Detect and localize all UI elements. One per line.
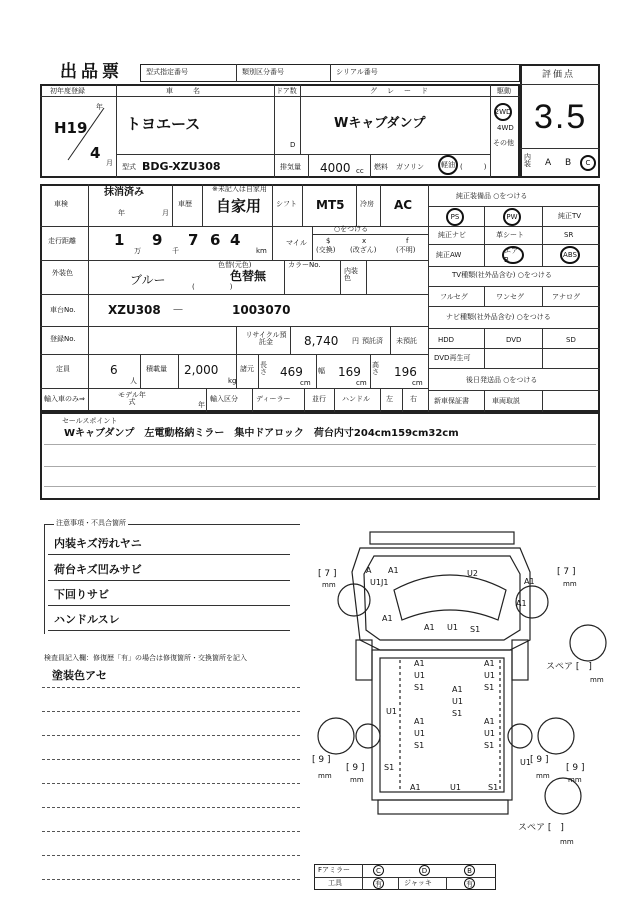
shift-label: シフト xyxy=(276,200,297,208)
mileage-digit-1: 1 xyxy=(114,231,125,249)
notes-label: 注意事項・不具合箇所 xyxy=(56,519,126,527)
navi-dvd: DVD xyxy=(506,336,522,344)
damage-mark: A1 xyxy=(410,783,421,792)
mileage-digit-4: 6 xyxy=(210,231,221,249)
deposited: 預託済 xyxy=(362,337,383,345)
damage-mark: A1 xyxy=(414,659,425,668)
damage-mark: U1 xyxy=(452,697,463,706)
damage-mark: A1 xyxy=(484,659,495,668)
interior-color-label: 内装色 xyxy=(344,267,358,282)
shaken-value: 抹消済み xyxy=(104,187,144,198)
divider xyxy=(366,260,367,294)
divider xyxy=(116,154,490,155)
divider xyxy=(42,759,300,760)
divider xyxy=(236,354,237,388)
divider xyxy=(490,84,491,178)
doors-label: ドア数 xyxy=(276,87,297,95)
tire-fr-unit: mm xyxy=(563,580,577,588)
divider xyxy=(44,444,596,445)
damage-mark: A1 xyxy=(516,599,527,608)
not-deposited: 未預託 xyxy=(396,337,417,345)
height-label: 高さ xyxy=(372,361,379,376)
slash-divider xyxy=(64,104,108,164)
first-reg-year: H19 xyxy=(54,119,88,137)
divider xyxy=(272,184,273,226)
damage-mark: U1 xyxy=(414,671,425,680)
load-label: 積載量 xyxy=(146,365,167,373)
divider xyxy=(308,154,309,178)
repaint-value: 色替無 xyxy=(230,269,267,283)
divider xyxy=(428,244,600,245)
rear-right-outer-wheel xyxy=(538,718,574,754)
inspector-line-1: 塗装色アセ xyxy=(52,669,107,682)
width-value: 169 xyxy=(338,365,361,379)
divider xyxy=(330,64,331,82)
divider xyxy=(484,390,485,412)
model-value: BDG-XZU308 xyxy=(142,160,221,173)
page-title: 出品票 xyxy=(60,62,123,82)
name-label: 車名 xyxy=(166,87,220,95)
abs-circle: ABS xyxy=(560,246,580,264)
divider xyxy=(236,326,237,354)
spare-2-label: スペア [ ] xyxy=(518,823,564,833)
interior-a: A xyxy=(545,158,552,168)
divider xyxy=(48,605,290,606)
length-value: 469 xyxy=(280,365,303,379)
note-line-3: 下回りサビ xyxy=(54,588,109,601)
mileage-label: 走行距離 xyxy=(48,237,76,245)
spare-1-label: スペア [ ] xyxy=(546,662,592,672)
height-value: 196 xyxy=(394,365,417,379)
spare-1-unit: mm xyxy=(590,676,604,684)
divider xyxy=(284,260,285,294)
damage-mark: S1 xyxy=(452,709,463,718)
swap-mark: $ xyxy=(326,237,331,245)
color-no-label: カラーNo. xyxy=(288,261,321,269)
color-value: ブルー xyxy=(130,273,166,287)
interior-b: B xyxy=(565,158,572,168)
door-letter: D xyxy=(290,141,296,149)
serial-label: シリアル番号 xyxy=(336,68,378,76)
divider xyxy=(178,354,179,388)
damage-mark: A1 xyxy=(388,566,399,575)
damage-mark: A1 xyxy=(484,717,495,726)
divider xyxy=(42,711,300,712)
history-label: 車歴 xyxy=(178,200,192,208)
chassis-prefix: XZU308 xyxy=(108,303,161,317)
displacement-value: 4000 xyxy=(320,161,351,175)
tire-rr2-unit: mm xyxy=(568,776,582,784)
divider xyxy=(40,96,520,97)
tools-label: 工具 xyxy=(328,879,342,887)
divider xyxy=(484,206,485,266)
divider xyxy=(300,84,301,154)
divider xyxy=(428,348,600,349)
inspector-label: 検査員記入欄：修復歴「有」の場合は修復箇所・交換箇所を記入 xyxy=(44,654,247,662)
chassis-number: 1003070 xyxy=(232,303,291,317)
divider xyxy=(380,388,381,412)
type-cert-label: 型式指定番号 xyxy=(146,68,188,76)
damage-mark: A1 xyxy=(452,685,463,694)
import-label: 輸入車のみ⇒ xyxy=(44,395,85,403)
import-class: 輸入区分 xyxy=(210,395,238,403)
damage-mark: A1 xyxy=(414,717,425,726)
fuel-gas: ガソリン xyxy=(396,163,424,171)
history-value: 自家用 xyxy=(216,197,262,215)
tire-rl2-label: [ 9 ] xyxy=(346,763,365,773)
tire-rr-unit: mm xyxy=(536,772,550,780)
divider xyxy=(428,306,600,307)
rear-left-inner-wheel xyxy=(356,724,380,748)
divider xyxy=(520,148,600,149)
divider xyxy=(40,226,428,227)
tamper-mark: x xyxy=(362,237,367,245)
divider xyxy=(428,328,600,329)
divider xyxy=(428,226,600,227)
handle-label: ハンドル xyxy=(342,395,370,403)
shaken-year: 年 xyxy=(118,209,125,217)
ac-value: AC xyxy=(394,198,413,212)
dealer: ディーラー xyxy=(256,395,291,403)
damage-mark: U1 xyxy=(447,623,458,632)
length-label: 長さ xyxy=(260,361,267,376)
after-ship-label: 後日発送品 ○をつける xyxy=(466,376,538,384)
load-value: 2,000 xyxy=(184,363,219,377)
pw-circle: PW xyxy=(503,208,521,226)
jack-circle: 有 xyxy=(466,879,473,888)
handle-left: 左 xyxy=(386,395,393,403)
mirror-circle-2: D xyxy=(419,865,430,876)
divider xyxy=(428,266,600,267)
fuel-diesel-circle: 軽油 xyxy=(438,155,458,175)
mileage-digit-2: 9 xyxy=(152,231,163,249)
eval-score: 3.5 xyxy=(534,98,588,136)
divider xyxy=(290,326,291,354)
damage-mark: U1 xyxy=(520,758,531,767)
airbag-circle: エアB xyxy=(502,246,524,264)
divider xyxy=(484,286,485,306)
divider xyxy=(42,807,300,808)
divider xyxy=(302,184,303,226)
kg-unit: kg xyxy=(228,377,237,385)
divider xyxy=(42,855,300,856)
divider xyxy=(48,580,290,581)
color-label: 外装色 xyxy=(52,269,73,277)
class-label: 類別区分番号 xyxy=(242,68,284,76)
mirror-circle-1: C xyxy=(373,865,384,876)
divider xyxy=(340,260,341,294)
first-reg-month: 4 xyxy=(90,144,101,162)
divider xyxy=(370,154,371,178)
fuel-paren: ( ) xyxy=(460,163,487,171)
displacement-unit: cc xyxy=(356,167,364,175)
width-unit: cm xyxy=(356,379,367,387)
damage-mark: U1 xyxy=(386,707,397,716)
cab-roof-outline xyxy=(370,532,514,544)
man-unit: 万 xyxy=(134,247,141,255)
month-unit: 月 xyxy=(106,159,113,167)
repaint-label: 色替(元色) xyxy=(218,261,252,269)
reg-label: 登録No. xyxy=(50,335,76,343)
divider xyxy=(258,354,259,388)
divider xyxy=(44,466,596,467)
truck-diagram xyxy=(300,520,620,850)
ac-label: 冷房 xyxy=(360,200,374,208)
damage-mark: A xyxy=(366,566,372,575)
divider xyxy=(356,184,357,226)
damage-mark: S1 xyxy=(488,783,499,792)
tire-fl-unit: mm xyxy=(322,581,336,589)
parallel: 並行 xyxy=(312,395,326,403)
mirror-circle-3: B xyxy=(464,865,475,876)
divider xyxy=(402,388,403,412)
height-unit: cm xyxy=(412,379,423,387)
drive-2wd-circle: 2WD xyxy=(494,103,512,121)
damage-mark: S1 xyxy=(414,741,425,750)
divider xyxy=(312,226,313,260)
sunroof: SR xyxy=(564,231,574,239)
navi-sd: SD xyxy=(566,336,576,344)
divider xyxy=(42,783,300,784)
divider xyxy=(274,154,275,178)
circle-note: ○をつける xyxy=(334,225,369,233)
person-unit: 人 xyxy=(130,377,137,385)
damage-mark: U1 xyxy=(450,783,461,792)
divider xyxy=(48,554,290,555)
divider xyxy=(390,326,391,354)
divider xyxy=(172,184,173,226)
new-warranty: 新車保証書 xyxy=(434,397,469,405)
damage-mark: A1 xyxy=(424,623,435,632)
unknown-label: (不明) xyxy=(396,246,416,254)
sen-unit: 千 xyxy=(172,247,179,255)
damage-mark: S1 xyxy=(384,763,395,772)
damage-mark: S1 xyxy=(484,683,495,692)
model-year-label: モデル年式 xyxy=(118,391,146,406)
analog: アナログ xyxy=(552,293,580,301)
year-unit: 年 xyxy=(96,103,103,111)
divider xyxy=(206,388,207,412)
first-reg-label: 初年度登録 xyxy=(50,87,85,95)
tire-rr-label: [ 9 ] xyxy=(530,755,549,765)
mileage-digit-3: 7 xyxy=(188,231,199,249)
genuine-navi: 純正ナビ xyxy=(438,231,466,239)
model-year-unit: 年 xyxy=(198,401,205,409)
divider xyxy=(42,879,300,880)
grade-value: Wキャブダンプ xyxy=(334,116,426,131)
vehicle-name: トヨエース xyxy=(126,115,201,133)
tire-rr2-label: [ 9 ] xyxy=(566,763,585,773)
length-unit: cm xyxy=(300,379,311,387)
tire-rl-label: [ 9 ] xyxy=(312,755,331,765)
divider xyxy=(542,206,543,266)
genuine-tv: 純正TV xyxy=(558,212,582,220)
divider xyxy=(380,184,381,226)
divider xyxy=(252,388,253,412)
tv-type-label: TV種類(社外品含む) ○をつける xyxy=(452,271,552,279)
note-line-2: 荷台キズ凹みサビ xyxy=(54,563,142,576)
shift-value: MT5 xyxy=(316,198,345,212)
handle-right: 右 xyxy=(410,395,417,403)
sales-text: Wキャブダンプ 左電動格納ミラー 集中ドアロック 荷台内寸204cm159cm32cm xyxy=(64,428,459,439)
divider xyxy=(42,735,300,736)
tire-rl2-unit: mm xyxy=(350,776,364,784)
divider xyxy=(40,294,428,295)
recycle-label: リサイクル預託金 xyxy=(245,331,287,346)
navi-type-label: ナビ種類(社外品含む) ○をつける xyxy=(446,313,551,321)
history-note: ※未記入は自家用 xyxy=(212,185,267,193)
capacity-label: 定員 xyxy=(56,365,70,373)
divider xyxy=(520,84,600,85)
damage-mark: U1 xyxy=(484,729,495,738)
km-unit: km xyxy=(256,247,267,255)
windshield-outline xyxy=(394,575,506,620)
damage-mark: S1 xyxy=(470,625,481,634)
damage-mark: J1 xyxy=(381,578,389,587)
divider xyxy=(428,184,429,412)
drive-other: その他 xyxy=(493,139,514,147)
damage-mark: S1 xyxy=(414,683,425,692)
sales-label: セールスポイント xyxy=(62,417,118,425)
dvd-play: DVD再生可 xyxy=(434,354,471,362)
damage-mark: U1 xyxy=(370,578,381,587)
fuel-label: 燃料 xyxy=(374,163,388,171)
drive-4wd: 4WD xyxy=(497,124,514,132)
repaint-paren: ( ) xyxy=(192,283,233,291)
divider xyxy=(88,184,89,410)
divider xyxy=(334,388,335,412)
divider xyxy=(274,84,275,154)
unknown-mark: f xyxy=(406,237,409,245)
damage-mark: U1 xyxy=(414,729,425,738)
divider xyxy=(398,877,399,890)
divider xyxy=(42,831,300,832)
divider xyxy=(428,206,600,207)
door-mirror-label: Fアミラー xyxy=(318,866,351,874)
recycle-unit: 円 xyxy=(352,337,359,345)
displacement-label: 排気量 xyxy=(280,163,301,171)
damage-mark: U2 xyxy=(467,569,478,578)
recycle-value: 8,740 xyxy=(304,334,339,348)
divider xyxy=(272,226,273,260)
shaken-label: 車検 xyxy=(54,200,68,208)
damage-mark: A1 xyxy=(524,577,535,586)
tire-rl-unit: mm xyxy=(318,772,332,780)
shaken-month: 月 xyxy=(162,209,169,217)
tamper-label: (改ざん) xyxy=(350,246,377,254)
divider xyxy=(446,877,447,890)
manual: 車両取説 xyxy=(492,397,520,405)
oneseg: ワンセグ xyxy=(496,293,524,301)
mileage-digit-5: 4 xyxy=(230,231,241,249)
damage-mark: U1 xyxy=(484,671,495,680)
dims-label: 諸元 xyxy=(240,365,254,373)
divider xyxy=(316,354,317,388)
divider xyxy=(428,368,600,369)
divider xyxy=(44,486,596,487)
chassis-label: 車台No. xyxy=(50,306,76,314)
chassis-dash: － xyxy=(172,303,185,317)
fullseg: フルセグ xyxy=(440,293,468,301)
divider xyxy=(202,184,203,226)
divider xyxy=(116,84,117,178)
note-line-4: ハンドルスレ xyxy=(54,613,120,626)
navi-hdd: HDD xyxy=(438,336,455,344)
divider xyxy=(40,326,428,327)
divider xyxy=(428,286,600,287)
divider xyxy=(542,390,543,412)
width-label: 幅 xyxy=(318,367,325,375)
interior-label: 内装 xyxy=(524,153,531,168)
model-label: 型式 xyxy=(122,163,136,171)
tools-circle: 有 xyxy=(375,879,382,888)
divider xyxy=(48,630,290,631)
note-line-1: 内装キズ汚れヤニ xyxy=(54,537,142,550)
interior-c-circle: C xyxy=(580,155,596,171)
genuine-label: 純正装備品 ○をつける xyxy=(456,192,528,200)
tire-fr-label: [ 7 ] xyxy=(557,567,576,577)
divider xyxy=(304,388,305,412)
divider xyxy=(370,354,371,388)
swap-label: (交換) xyxy=(316,246,336,254)
divider xyxy=(140,354,141,388)
spare-2-unit: mm xyxy=(560,838,574,846)
mile-label: マイル xyxy=(286,239,307,247)
divider xyxy=(362,864,363,890)
drive-label: 駆動 xyxy=(497,87,511,95)
eval-label: 評価点 xyxy=(542,70,576,80)
genuine-aw: 純正AW xyxy=(436,251,462,259)
divider xyxy=(542,286,543,306)
divider xyxy=(312,234,428,235)
capacity-value: 6 xyxy=(110,363,118,377)
leather-seat: 革シート xyxy=(496,231,524,239)
jack-label: ジャッキ xyxy=(404,879,432,887)
divider xyxy=(42,687,300,688)
divider xyxy=(428,390,600,391)
tire-fl-label: [ 7 ] xyxy=(318,569,337,579)
grade-label: グレード xyxy=(370,87,438,95)
ps-circle: PS xyxy=(446,208,464,226)
spare-wheel-1 xyxy=(570,625,606,661)
divider xyxy=(236,64,237,82)
divider xyxy=(40,388,428,389)
damage-mark: A1 xyxy=(382,614,393,623)
damage-mark: S1 xyxy=(484,741,495,750)
rear-left-outer-wheel xyxy=(318,718,354,754)
